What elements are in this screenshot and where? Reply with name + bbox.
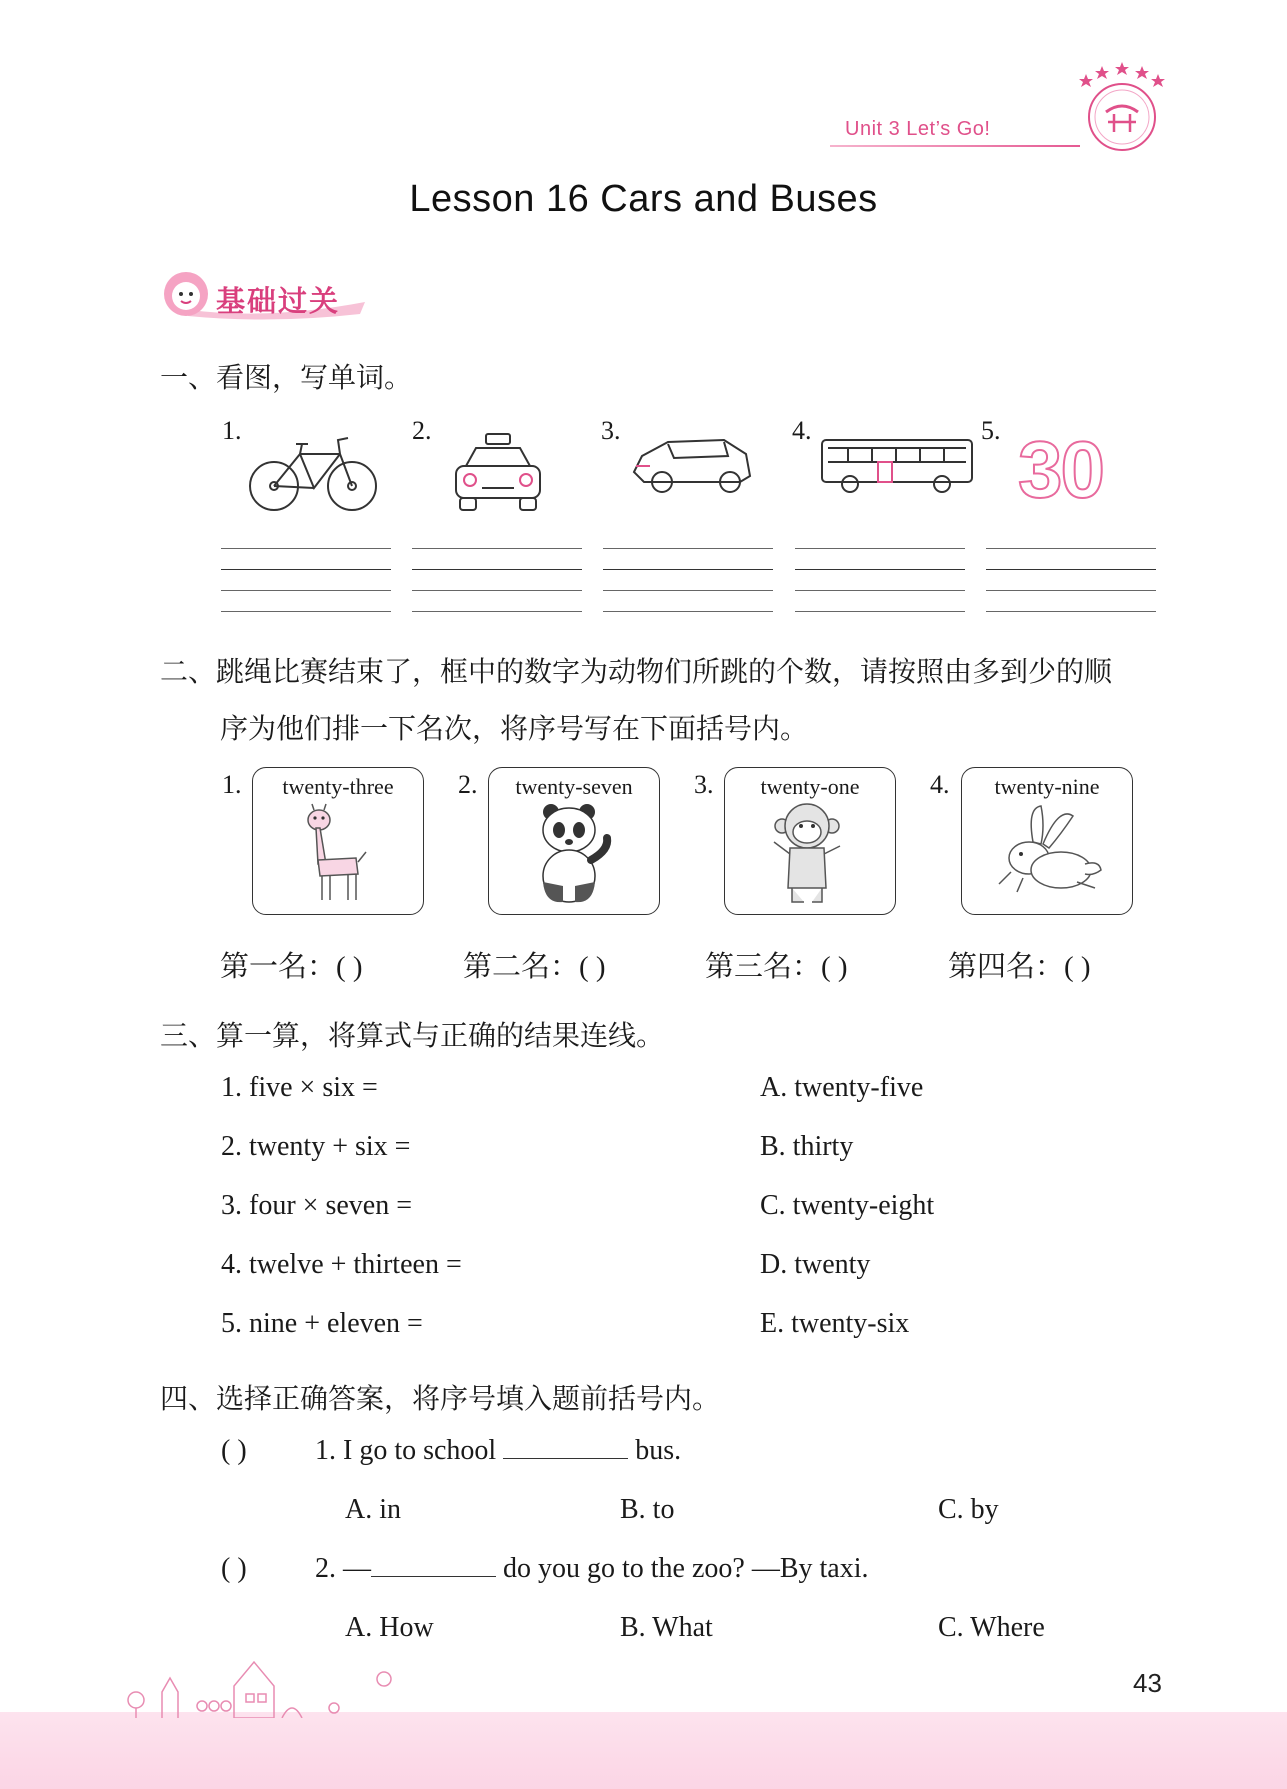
animal-count-label: twenty-nine bbox=[994, 774, 1100, 799]
q1-item-number: 3. bbox=[601, 416, 621, 445]
math-result[interactable]: A. twenty-five bbox=[760, 1072, 924, 1103]
animal-box-giraffe bbox=[252, 767, 424, 915]
answer-lines-5[interactable] bbox=[986, 548, 1156, 632]
question-1-stem: 1. I go to school bbox=[315, 1435, 504, 1466]
q1-item-number: 1. bbox=[222, 416, 242, 445]
taxi-icon bbox=[448, 432, 548, 516]
animal-box-number: 1. bbox=[222, 770, 242, 799]
question-2-blank[interactable] bbox=[371, 1575, 496, 1577]
math-result[interactable]: B. thirty bbox=[760, 1131, 854, 1162]
bicycle-icon bbox=[248, 430, 378, 514]
q1-item-number: 4. bbox=[792, 416, 812, 445]
math-result[interactable]: E. twenty-six bbox=[760, 1308, 910, 1339]
question-2-stem: 2. — bbox=[315, 1553, 371, 1584]
question-2 bbox=[315, 1553, 869, 1585]
q3-heading: 三、算一算，将算式与正确的结果连线。 bbox=[160, 1021, 665, 1052]
math-expression[interactable]: 5. nine + eleven = bbox=[221, 1308, 423, 1339]
animal-box-number: 2. bbox=[458, 770, 478, 799]
bus-icon bbox=[818, 432, 976, 498]
lesson-title: Lesson 16 Cars and Buses bbox=[409, 178, 878, 220]
math-result[interactable]: C. twenty-eight bbox=[760, 1190, 935, 1221]
answer-paren[interactable]: ( ) bbox=[221, 1435, 247, 1466]
rank-fourth[interactable]: 第四名：( ) bbox=[948, 951, 1091, 983]
answer-paren[interactable]: ( ) bbox=[221, 1553, 247, 1584]
monkey-icon bbox=[770, 802, 850, 906]
animal-count-label: twenty-three bbox=[282, 774, 394, 799]
math-expression[interactable]: 1. five × six = bbox=[221, 1072, 378, 1103]
option-c[interactable]: C. by bbox=[938, 1494, 999, 1525]
answer-lines-1[interactable] bbox=[221, 548, 391, 632]
q1-item-number: 2. bbox=[412, 416, 432, 445]
question-2-end: do you go to the zoo? —By taxi. bbox=[496, 1553, 869, 1584]
animal-count-label: twenty-one bbox=[760, 774, 860, 799]
rank-first[interactable]: 第一名：( ) bbox=[220, 951, 363, 983]
rank-third[interactable]: 第三名：( ) bbox=[705, 951, 848, 983]
math-expression[interactable]: 3. four × seven = bbox=[221, 1190, 412, 1221]
publisher-logo-icon bbox=[1072, 62, 1172, 154]
answer-lines-2[interactable] bbox=[412, 548, 582, 632]
panda-icon bbox=[529, 802, 619, 906]
option-b[interactable]: B. to bbox=[620, 1494, 675, 1525]
header-divider bbox=[830, 145, 1080, 147]
number-thirty-icon: 30 bbox=[1018, 425, 1103, 514]
math-result[interactable]: D. twenty bbox=[760, 1249, 871, 1280]
rabbit-icon bbox=[987, 802, 1107, 906]
q1-item-number: 5. bbox=[981, 416, 1001, 445]
question-1 bbox=[315, 1435, 681, 1467]
flower-decoration-icon bbox=[370, 1668, 398, 1690]
animal-box-panda bbox=[488, 767, 660, 915]
q2-heading-line1: 二、跳绳比赛结束了，框中的数字为动物们所跳的个数，请按照由多到少的顺 bbox=[160, 657, 1113, 688]
animal-box-number: 4. bbox=[930, 770, 950, 799]
math-expression[interactable]: 4. twelve + thirteen = bbox=[221, 1249, 462, 1280]
rank-second[interactable]: 第二名：( ) bbox=[463, 951, 606, 983]
town-decoration-icon bbox=[122, 1648, 402, 1718]
animal-box-monkey bbox=[724, 767, 896, 915]
question-1-end: bus. bbox=[628, 1435, 682, 1466]
footer-band bbox=[0, 1712, 1287, 1789]
unit-header: Unit 3 Let’s Go! bbox=[845, 118, 991, 140]
option-a[interactable]: A. How bbox=[345, 1612, 434, 1643]
question-1-blank[interactable] bbox=[503, 1457, 628, 1459]
option-a[interactable]: A. in bbox=[345, 1494, 401, 1525]
math-expression[interactable]: 2. twenty + six = bbox=[221, 1131, 411, 1162]
page-number: 43 bbox=[1133, 1668, 1162, 1698]
q1-heading: 一、看图，写单词。 bbox=[160, 363, 413, 394]
section-badge-label: 基础过关 bbox=[216, 286, 341, 318]
option-c[interactable]: C. Where bbox=[938, 1612, 1045, 1643]
giraffe-icon bbox=[298, 802, 378, 906]
animal-count-label: twenty-seven bbox=[515, 774, 633, 799]
q4-heading: 四、选择正确答案，将序号填入题前括号内。 bbox=[160, 1384, 721, 1415]
animal-box-rabbit bbox=[961, 767, 1133, 915]
answer-lines-3[interactable] bbox=[603, 548, 773, 632]
animal-box-number: 3. bbox=[694, 770, 714, 799]
q2-heading-line2: 序为他们排一下名次，将序号写在下面括号内。 bbox=[220, 714, 809, 745]
answer-lines-4[interactable] bbox=[795, 548, 965, 632]
car-icon bbox=[628, 432, 754, 498]
option-b[interactable]: B. What bbox=[620, 1612, 713, 1643]
